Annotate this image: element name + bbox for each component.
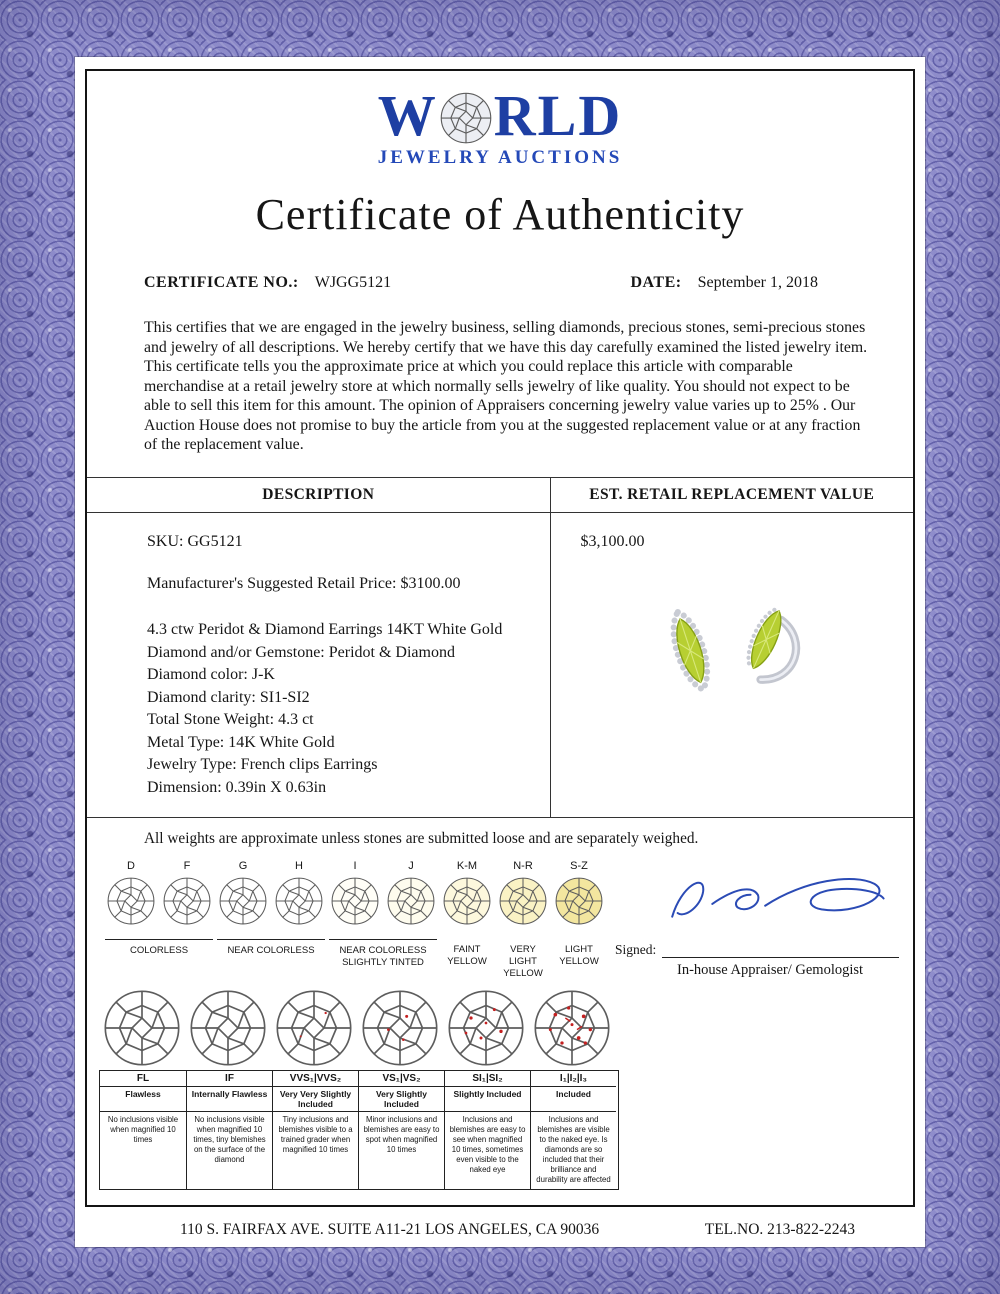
footer: [75, 1221, 925, 1239]
clarity-grade: VS₁|VS₂: [358, 1071, 444, 1087]
color-grade-label: S-Z: [570, 860, 588, 873]
certificate-number: [144, 274, 391, 292]
clarity-name: Flawless: [100, 1087, 186, 1112]
color-grade-label: G: [238, 860, 248, 873]
signer-title: In-house Appraiser/ Gemologist: [677, 962, 864, 979]
clarity-name: Slightly Included: [444, 1087, 530, 1112]
description-table: [87, 477, 913, 818]
color-grade-label: I: [353, 860, 357, 873]
signature-line-row: [615, 942, 913, 958]
color-grade: [271, 860, 327, 931]
color-grade-label: J: [408, 860, 414, 873]
color-grade: [159, 860, 215, 931]
color-grade-row: [103, 860, 615, 931]
signature-line: [662, 957, 899, 958]
diamond-top-icon: [330, 876, 380, 926]
detail-line: Diamond color: J-K: [147, 666, 275, 684]
certificate-border: [85, 69, 915, 1207]
logo-letters-rld: RLD: [493, 83, 623, 148]
diamond-icon: [439, 91, 493, 145]
clarity-grade: VVS₁|VVS₂: [272, 1071, 358, 1087]
clarity-grade: I₁|I₂|I₃: [530, 1071, 616, 1087]
clarity-description: Tiny inclusions and blemishes visible to a trained grader when magnified 10 times: [272, 1112, 358, 1189]
color-grade: [551, 860, 607, 931]
clarity-name: Very Very Slightly Included: [272, 1087, 358, 1112]
diamond-top-icon: [386, 876, 436, 926]
signed-label: Signed:: [615, 942, 657, 958]
certification-text: This certifies that we are engaged in the jewelry business, selling diamonds, precious stones, semi-precious stones and jewelry of all descriptions. We hereby certify that we have this day carefully examined the listed jewelry item. This certificate tells you the approximate price at which you could replace this article with comparable merchandise at a retail jewelry store at which normally sells jewelry of like quality. You should not expect to be able to sell this item for this amount. The opinion of Appraisers concerning jewelry value varies up to 25% . Our Auction House does not promise to buy the article from you at the suggested replacement value or at any fraction of the replacement value.: [144, 319, 868, 454]
footer-telephone: TEL.NO. 213-822-2243: [704, 1221, 855, 1238]
color-group-label: COLORLESS: [105, 939, 213, 980]
clarity-grade: IF: [186, 1071, 272, 1087]
description-header: DESCRIPTION: [87, 478, 550, 513]
diamond-top-icon: [218, 876, 268, 926]
diamond-top-icon: [554, 876, 604, 926]
earrings-image: [625, 573, 839, 721]
clarity-table: [99, 1070, 619, 1190]
clarity-chart: [99, 988, 619, 1190]
detail-line: Diamond clarity: SI1-SI2: [147, 688, 310, 706]
color-grade-label: D: [127, 860, 135, 873]
diamond-top-icon: [532, 988, 612, 1068]
color-grade: [383, 860, 439, 931]
color-group-label: NEAR COLORLESS SLIGHTLY TINTED: [329, 939, 437, 980]
color-grade: [439, 860, 495, 931]
weights-note: All weights are approximate unless stones are submitted loose and are separately weighed.: [144, 830, 699, 848]
clarity-description: Inclusions and blemishes are visible to the naked eye. Is diamonds are so included that their brilliance and durability are affected: [530, 1112, 616, 1189]
logo-wordmark: [87, 83, 913, 148]
detail-line: Total Stone Weight: 4.3 ct: [147, 711, 314, 729]
color-grade: [495, 860, 551, 931]
value-cell: [550, 513, 913, 817]
diamond-top-icon: [274, 988, 354, 1068]
certificate-date: [630, 274, 818, 292]
color-grade: [327, 860, 383, 931]
clarity-description: Inclusions and blemishes are easy to see when magnified 10 times, sometimes even visible to the naked eye: [444, 1112, 530, 1189]
detail-line: Metal Type: 14K White Gold: [147, 733, 335, 751]
diamond-top-icon: [442, 876, 492, 926]
detail-line: Dimension: 0.39in X 0.63in: [147, 778, 327, 796]
diamond-top-icon: [188, 988, 268, 1068]
description-cell: [87, 513, 550, 817]
color-group-label: NEAR COLORLESS: [217, 939, 325, 980]
color-group-label: VERY LIGHT YELLOW: [503, 944, 543, 979]
certificate-paper: [75, 57, 925, 1247]
certificate-number-value: WJGG5121: [314, 274, 392, 291]
clarity-name: Very Slightly Included: [358, 1087, 444, 1112]
clarity-name: Included: [530, 1087, 616, 1112]
certificate-meta: [87, 274, 913, 292]
clarity-description: No inclusions visible when magnified 10 times: [107, 1114, 179, 1144]
clarity-description: No inclusions visible when magnified 10 times, tiny blemishes on the surface of the diamond: [186, 1112, 272, 1189]
clarity-grade: SI₁|SI₂: [444, 1071, 530, 1087]
certificate-number-label: CERTIFICATE NO.:: [144, 274, 299, 291]
diamond-top-icon: [102, 988, 182, 1068]
diamond-top-icon: [446, 988, 526, 1068]
clarity-circle-row: [99, 988, 619, 1068]
diamond-top-icon: [274, 876, 324, 926]
diamond-color-chart: [103, 860, 615, 980]
detail-line: 4.3 ctw Peridot & Diamond Earrings 14KT White Gold: [147, 621, 503, 639]
logo-subtitle: JEWELRY AUCTIONS: [377, 147, 623, 168]
sku-line: SKU: GG5121: [147, 533, 243, 551]
diamond-top-icon: [162, 876, 212, 926]
msrp-line: Manufacturer's Suggested Retail Price: $3100.00: [147, 575, 461, 593]
footer-address: 110 S. FAIRFAX AVE. SUITE A11-21 LOS ANGELES, CA 90036: [180, 1221, 600, 1238]
charts-row: [87, 860, 913, 980]
color-grade-label: H: [295, 860, 303, 873]
signature-image: [659, 862, 915, 944]
date-label: DATE:: [630, 274, 682, 291]
certificate-title: Certificate of Authenticity: [255, 190, 745, 239]
detail-line: Diamond and/or Gemstone: Peridot & Diamond: [147, 643, 455, 661]
value-header: EST. RETAIL REPLACEMENT VALUE: [550, 478, 913, 513]
diamond-top-icon: [106, 876, 156, 926]
logo-letter-w: W: [377, 83, 438, 148]
color-group-label: FAINT YELLOW: [447, 944, 487, 967]
color-group-row: [103, 939, 615, 980]
diamond-top-icon: [498, 876, 548, 926]
est-retail-value: $3,100.00: [580, 533, 645, 551]
item-details: [147, 619, 534, 799]
color-grade: [215, 860, 271, 931]
clarity-description: Minor inclusions and blemishes are easy to spot when magnified 10 times: [358, 1112, 444, 1189]
clarity-name: Internally Flawless: [186, 1087, 272, 1112]
logo: [87, 83, 913, 169]
color-grade-label: N-R: [513, 860, 533, 873]
clarity-grade: FL: [100, 1071, 186, 1087]
diamond-top-icon: [360, 988, 440, 1068]
color-grade-label: K-M: [456, 860, 478, 873]
signature-block: [615, 860, 913, 980]
date-value: September 1, 2018: [697, 274, 818, 291]
color-grade-label: F: [183, 860, 191, 873]
color-group-label: LIGHT YELLOW: [559, 944, 599, 967]
detail-line: Jewelry Type: French clips Earrings: [147, 756, 378, 774]
color-grade: [103, 860, 159, 931]
